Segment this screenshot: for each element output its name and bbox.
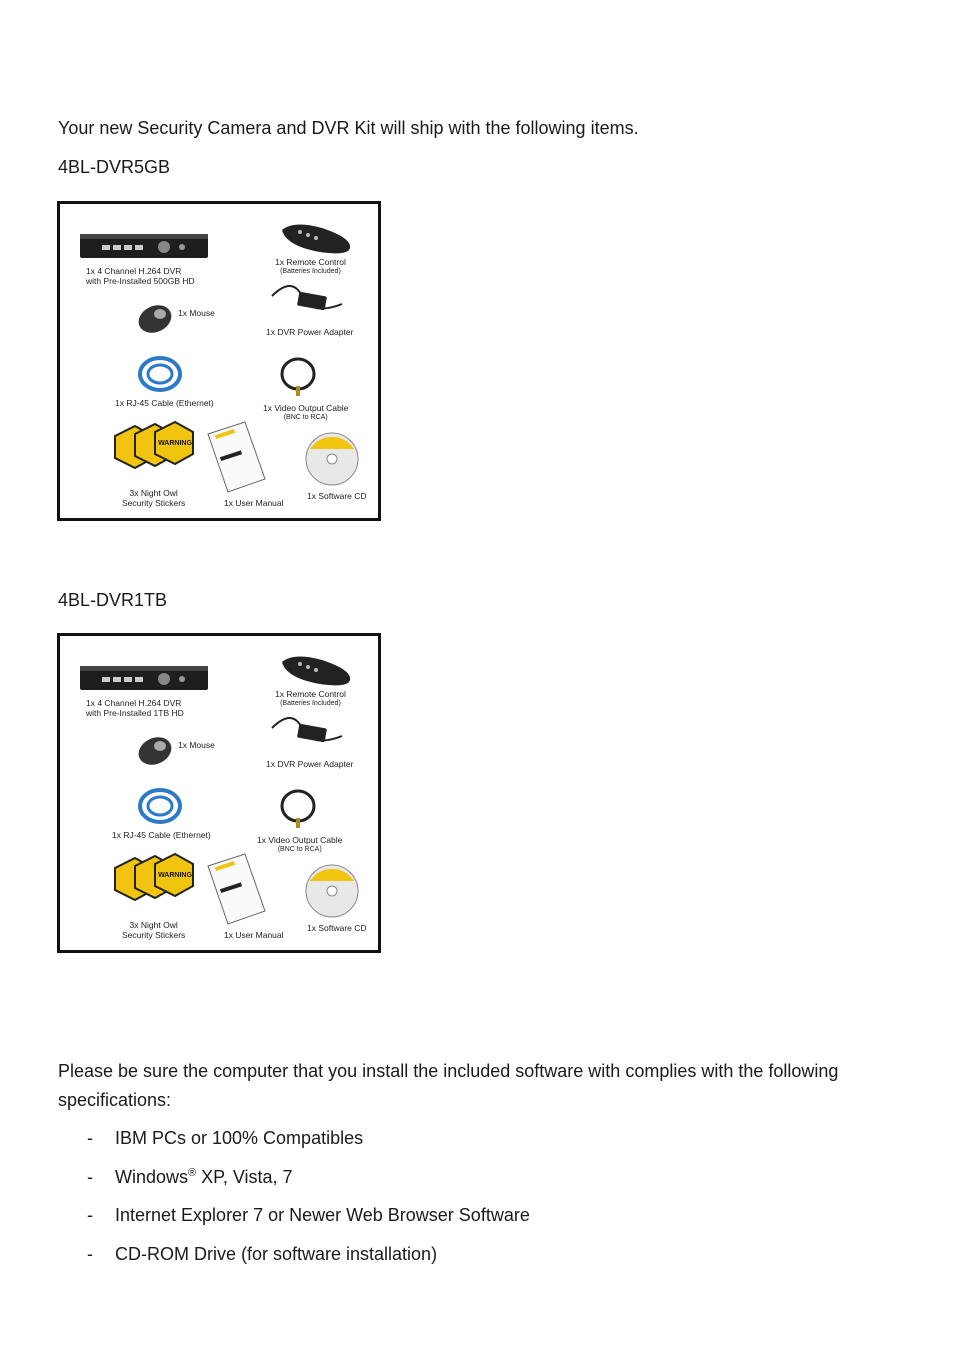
bullet-marker: - [87, 1244, 93, 1264]
dvr-unit-icon [80, 234, 208, 258]
kit-illustration-1 [60, 204, 378, 518]
warning-stickers-icon [115, 422, 193, 468]
ethernet-cable-icon [140, 790, 180, 822]
spec-item-cdrom: CD-ROM Drive (for software installation) [115, 1244, 438, 1264]
registered-mark: ® [188, 1167, 197, 1179]
video-cable-icon [282, 359, 314, 396]
power-adapter-icon [272, 286, 342, 310]
user-manual-icon [208, 854, 265, 924]
video-cable-icon [282, 791, 314, 828]
caption-manual: 1x User Manual [224, 498, 284, 508]
kit-illustration-2 [60, 636, 378, 950]
caption-power: 1x DVR Power Adapter [266, 759, 354, 769]
spec-item-ie: Internet Explorer 7 or Newer Web Browser Software [115, 1205, 530, 1225]
caption-cd: 1x Software CD [307, 923, 367, 933]
sticker-text: WARNING [158, 440, 192, 447]
intro-text: Your new Security Camera and DVR Kit will ship with the following items. [58, 118, 639, 138]
remote-control-icon [282, 656, 350, 685]
caption-power: 1x DVR Power Adapter [266, 327, 354, 337]
mouse-icon [134, 732, 176, 770]
bullet-marker: - [87, 1167, 93, 1187]
caption-video: 1x Video Output Cable (BNC to RCA) [257, 835, 343, 853]
power-adapter-icon [272, 718, 342, 742]
software-cd-icon [306, 433, 358, 485]
caption-mouse: 1x Mouse [178, 308, 215, 318]
kit-contents-image-1 [57, 201, 381, 521]
bullet-marker: - [87, 1205, 93, 1225]
caption-stickers: 3x Night Owl Security Stickers [122, 920, 186, 940]
bullet-marker: - [87, 1128, 93, 1148]
kit-model-1: 4BL-DVR5GB [58, 157, 171, 177]
caption-video: 1x Video Output Cable (BNC to RCA) [263, 403, 349, 421]
caption-stickers: 3x Night Owl Security Stickers [122, 488, 186, 508]
caption-dvr: 1x 4 Channel H.264 DVR with Pre-Installed 1TB HD [86, 698, 184, 718]
caption-ethernet: 1x RJ-45 Cable (Ethernet) [112, 830, 211, 840]
mouse-icon [134, 300, 176, 338]
kit-model-2: 4BL-DVR1TB [58, 590, 168, 610]
spec-item-ibm: IBM PCs or 100% Compatibles [115, 1128, 364, 1148]
caption-mouse: 1x Mouse [178, 740, 215, 750]
caption-ethernet: 1x RJ-45 Cable (Ethernet) [115, 398, 214, 408]
sticker-text: WARNING [158, 872, 192, 879]
warning-stickers-icon [115, 854, 193, 900]
caption-remote: 1x Remote Control (Batteries Included) [275, 257, 346, 275]
software-cd-icon [306, 865, 358, 917]
caption-remote: 1x Remote Control (Batteries Included) [275, 689, 346, 707]
ethernet-cable-icon [140, 358, 180, 390]
caption-dvr: 1x 4 Channel H.264 DVR with Pre-Installed 500GB HD [86, 266, 195, 286]
remote-control-icon [282, 224, 350, 253]
kit-contents-image-2 [57, 633, 381, 953]
caption-manual: 1x User Manual [224, 930, 284, 940]
user-manual-icon [208, 422, 265, 492]
dvr-unit-icon [80, 666, 208, 690]
spec-item-windows: Windows® XP, Vista, 7 [115, 1167, 293, 1187]
specs-intro: Please be sure the computer that you install the included software with complies with the following specifications: [58, 1061, 839, 1110]
caption-cd: 1x Software CD [307, 491, 367, 501]
